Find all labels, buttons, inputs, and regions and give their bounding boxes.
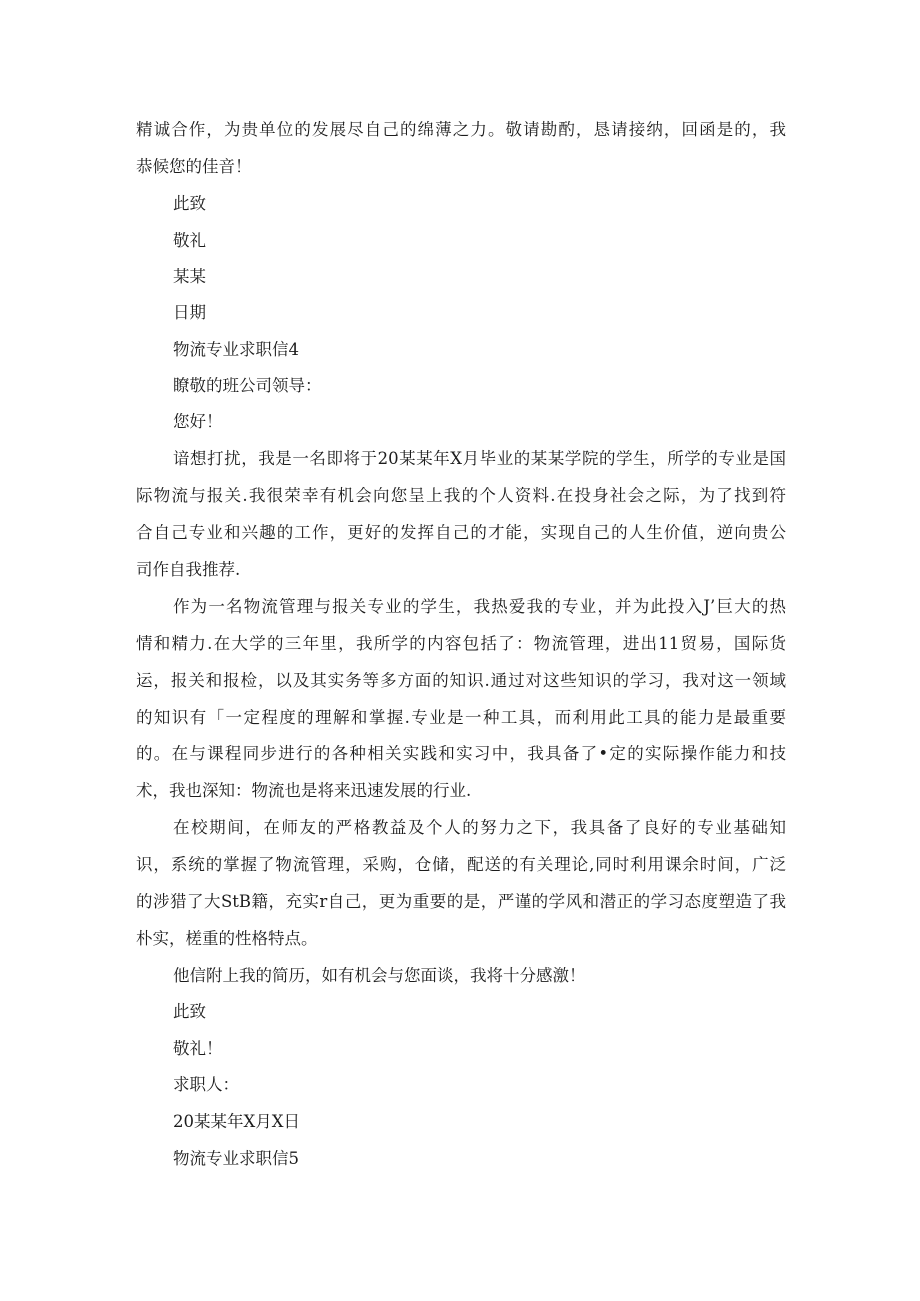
- letter4-para2-line-1: 作为一名物流管理与报关专业的学生，我热爱我的专业，并为此投入J’巨大的热: [173, 597, 786, 616]
- letter4-para1-line-3: 合自己专业和兴趣的工作，更好的发挥自己的才能，实现自己的人生价值，逆向贵公: [136, 523, 786, 542]
- letter4-title: 物流专业求职信4: [173, 340, 299, 359]
- letter4-para2-line-5: 的。在与课程同步进行的各种相关实践和实习中，我具备了•定的实际操作能力和技: [136, 744, 786, 763]
- letter4-date: 20某某年X月X日: [173, 1112, 300, 1131]
- letter4-para4: 他信附上我的简历，如有机会与您面谈，我将十分感激！: [173, 966, 586, 985]
- letter4-signer: 求职人：: [173, 1075, 239, 1094]
- letter4-greeting: 瞭敬的班公司领导：: [173, 376, 322, 395]
- letter4-para2-line-6: 术，我也深知：物流也是将来迅速发展的行业.: [136, 781, 472, 800]
- letter4-hello: 您好！: [173, 412, 223, 431]
- letter4-para2-line-2: 情和精力.在大学的三年里，我所学的内容包括了：物流管理，进出11贸易，国际货: [136, 634, 786, 653]
- letter3-signer: 某某: [173, 267, 206, 286]
- letter4-para1-line-2: 际物流与报关.我很荣幸有机会向您呈上我的个人资料.在投身社会之际，为了找到符: [136, 486, 786, 505]
- letter4-para2-line-4: 的知识有「一定程度的理解和掌握.专业是一种工具，而利用此工具的能力是最重要: [136, 708, 786, 727]
- letter4-para3-line-2: 识，系统的掌握了物流管理，采购，仓储，配送的有关理论,同时利用课余时间，广泛: [136, 855, 786, 874]
- letter4-para3-line-1: 在校期间，在师友的严格教益及个人的努力之下，我具备了良好的专业基础知: [173, 818, 786, 837]
- letter3-closing-line-1: 精诚合作，为贵单位的发展尽自己的绵薄之力。敬请勘酌，恳请接纳，回函是的，我: [136, 120, 786, 139]
- letter4-para3-line-4: 朴实，槎重的性格特点。: [136, 929, 318, 948]
- letter4-para1-line-1: 谙想打扰，我是一名即将于20某某年X月毕业的某某学院的学生，所学的专业是国: [173, 449, 786, 468]
- letter4-para1-line-4: 司作自我推荐.: [136, 560, 241, 579]
- letter4-salutation-2: 敬礼！: [173, 1039, 223, 1058]
- letter5-title: 物流专业求职信5: [173, 1149, 299, 1168]
- letter3-salutation-2: 敬礼: [173, 231, 206, 250]
- letter3-closing-line-2: 恭候您的佳音！: [136, 157, 252, 176]
- letter3-date: 日期: [173, 303, 206, 322]
- letter4-para2-line-3: 运，报关和报检，以及其实务等多方面的知识.通过对这些知识的学习，我对这一领域: [136, 671, 786, 690]
- letter4-salutation-1: 此致: [173, 1002, 206, 1021]
- letter4-para3-line-3: 的涉猎了大StB籍，充实r自己，更为重要的是，严谨的学风和潜正的学习态度塑造了我: [136, 892, 786, 911]
- letter3-salutation-1: 此致: [173, 194, 206, 213]
